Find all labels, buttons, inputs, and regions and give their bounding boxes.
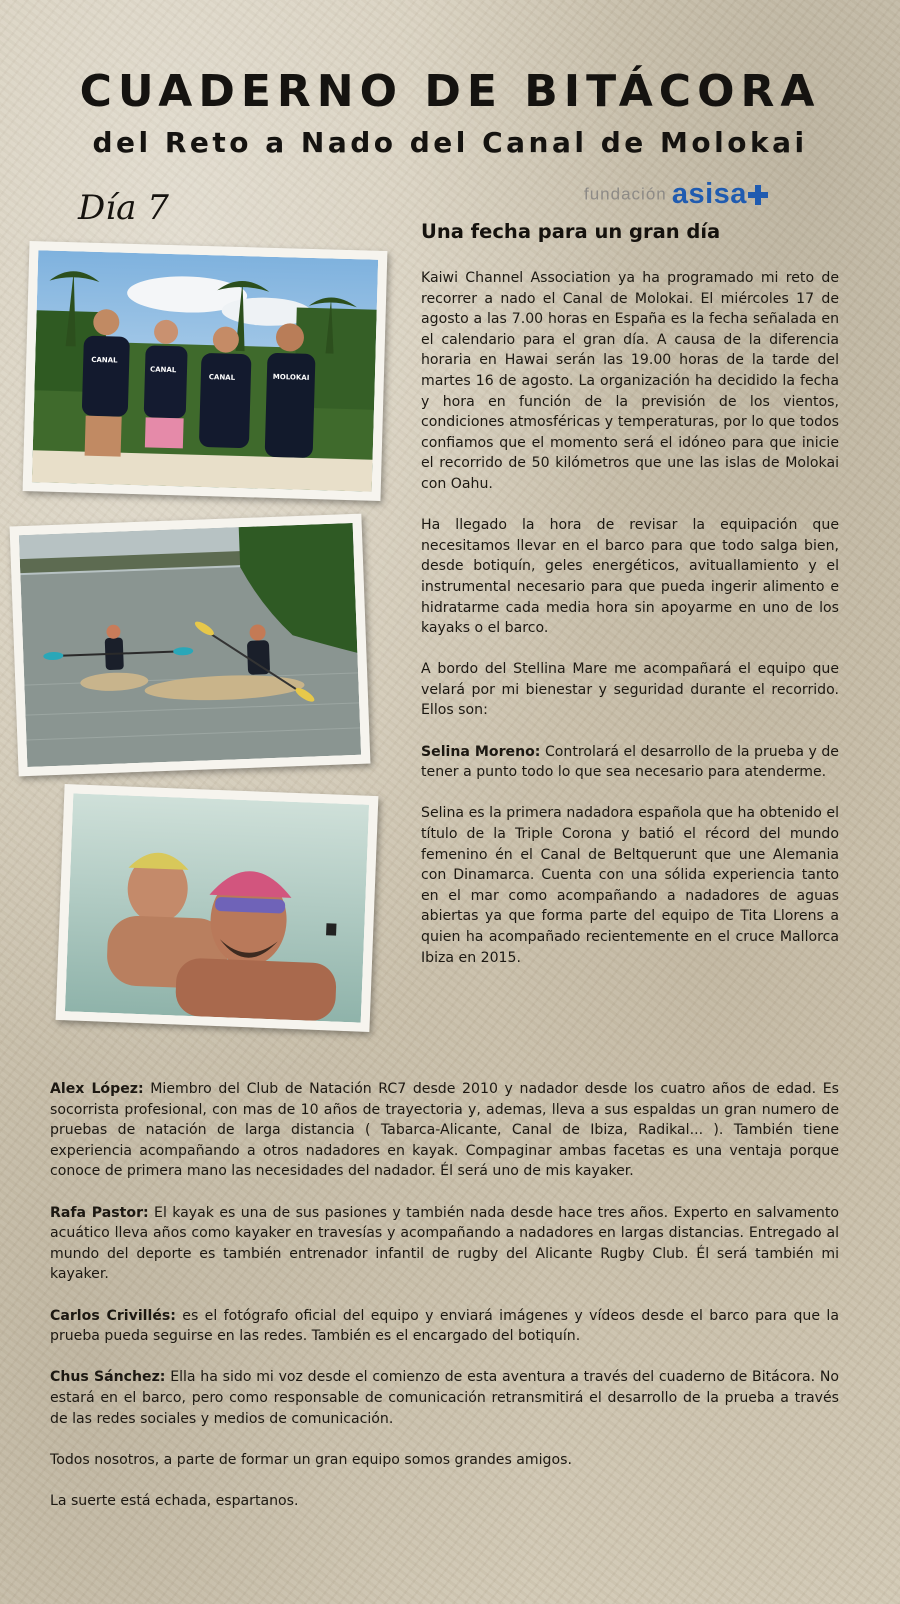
kayak-photo: [10, 514, 371, 777]
member-description: Ella ha sido mi voz desde el comienzo de esta aventura a través del cuaderno de Bitácora. No estará en el barco, pero como responsable de comunicación retransmitirá el desarrollo de la prueba a través de las redes sociales y medios de comunicación.: [50, 1369, 839, 1427]
member-description: Miembro del Club de Natación RC7 desde 2010 y nadador desde los cuatro años de edad. Es socorrista profesional, con mas de 10 años de trayectoria y, ademas, lleva a sus espaldas un gran numero de pruebas de natación de larga distancia ( Tabarca-Alicante, Canal de Ibiza, Radikal... ). También tiene experiencia acompañando a otros nadadores en kayak. Compaginar ambas facetas es una ventaja porque conoce de primera mano las necesidades del nadador. Él será uno de mis kayaker.: [50, 1081, 839, 1180]
paragraph-team-intro: A bordo del Stellina Mare me acompañará el equipo que velará por mi bienestar y seguridad durante el recorrido. Ellos son:: [421, 661, 839, 719]
logo-word-fundacion: fundación: [584, 184, 667, 204]
shirt-text-3: CANAL: [208, 373, 236, 382]
team-member-chus: [50, 1367, 839, 1429]
team-photo: [23, 241, 388, 501]
paragraph-equipment: Ha llegado la hora de revisar la equipación que necesitamos llevar en el barco para que todo salga bien, desde botiquín, geles energéticos, avituallamiento y el instrumental necesario para que pueda ingerir alimento e hidratarme cada media hora sin apoyarme en uno de los kayaks o el barco.: [421, 517, 839, 637]
page-title: CUADERNO DE BITÁCORA: [79, 66, 821, 117]
shirt-text-4: MOLOKAI: [272, 372, 310, 382]
full-width-text: [50, 1079, 839, 1532]
swimmers-photo-image: [65, 793, 369, 1022]
page-subtitle: del Reto a Nado del Canal de Molokai: [92, 126, 808, 159]
member-name: Alex López:: [50, 1081, 144, 1097]
swimmers-photo: [56, 784, 379, 1032]
team-member-alex: [50, 1079, 839, 1182]
member-description: Controlará el desarrollo de la prueba y de tener a punto todo lo que sea necesario para atenderme.: [421, 743, 839, 781]
member-name: Chus Sánchez:: [50, 1369, 166, 1386]
kayak-photo-image: [19, 523, 361, 767]
fundacion-asisa-logo: [584, 178, 768, 210]
team-member-carlos: [50, 1306, 839, 1347]
plus-cross-icon: [748, 185, 768, 205]
logo-word-asisa: asisa: [671, 178, 747, 210]
right-column-text: [421, 268, 839, 989]
closing-friends: Todos nosotros, a parte de formar un gran equipo somos grandes amigos.: [50, 1451, 572, 1468]
shirt-text-2: CANAL: [149, 365, 177, 375]
team-member-selina: [421, 742, 839, 783]
day-label: Día 7: [78, 188, 169, 228]
paragraph-selina-bio: Selina es la primera nadadora española que ha obtenido el título de la Triple Corona y batió el récord del mundo femenino én el Canal de Beltquerunt que une Alemania con Dinamarca. Cuenta con una sólida experiencia tanto en el mar como acompañando a nadadores de aguas abiertas ya que forma parte del equipo de Tita Llorens a quien ha acompañado recientemente en el cruce Mallorca Ibiza en 2015.: [421, 805, 839, 966]
team-member-rafa: [50, 1203, 839, 1285]
member-name: Carlos Crivillés:: [50, 1307, 176, 1324]
closing-spartans: La suerte está echada, espartanos.: [50, 1492, 299, 1509]
team-photo-image: [32, 250, 378, 491]
paragraph-date: Kaiwi Channel Association ya ha programado mi reto de recorrer a nado el Canal de Molokai. El miércoles 17 de agosto a las 7.00 horas en España es la fecha señalada en el calendario para el gran día. A causa de la diferencia horaria en Hawai serán las 19.00 horas de la tarde del martes 16 de agosto. La organización ha decidido la fecha y hora en función de la previsión de los vientos, condiciones atmosféricas y temperaturas, por lo que todos confiamos que el momento será el idóneo para que inicie el recorrido de 50 kilómetros que une las islas de Molokai con Oahu.: [421, 270, 839, 492]
member-description: El kayak es una de sus pasiones y también nada desde hace tres años. Experto en salvamento acuático lleva años como kayaker en travesías y acompañando a nadadores en largas distancias. Entregado al mundo del deporte es también entrenador infantil de rugby del Alicante Rugby Club. Él será también mi kayaker.: [50, 1204, 839, 1283]
member-name: Rafa Pastor:: [50, 1204, 149, 1221]
shirt-text-1: CANAL: [91, 355, 118, 365]
member-description: es el fotógrafo oficial del equipo y enviará imágenes y vídeos desde el barco para que la prueba pueda seguirse en las redes. También es el encargado del botiquín.: [50, 1307, 839, 1345]
article-heading: Una fecha para un gran día: [421, 220, 721, 243]
member-name: Selina Moreno:: [421, 743, 541, 760]
